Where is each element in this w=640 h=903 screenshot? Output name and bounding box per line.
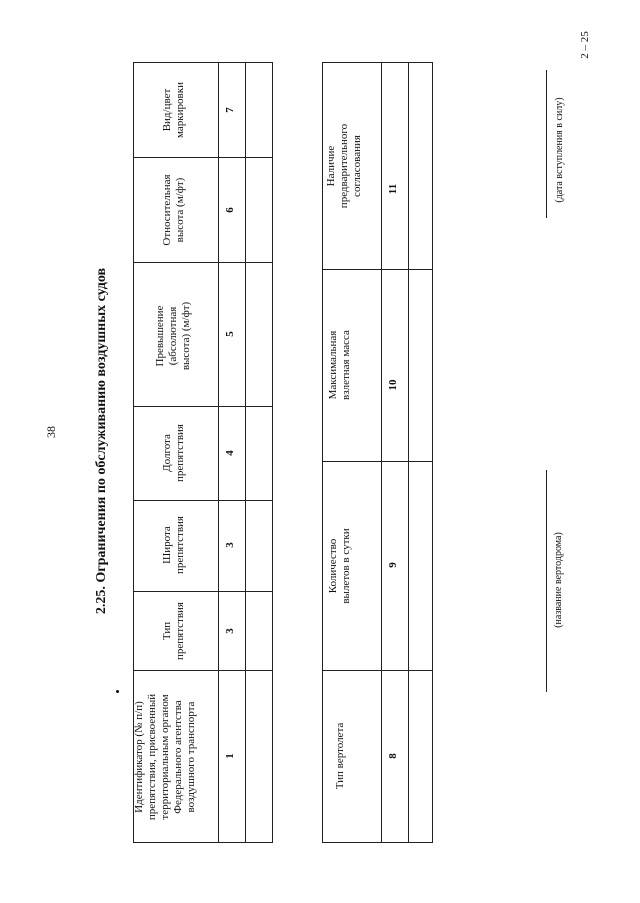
t1-header-marking: Вид/цвет маркировки [161, 82, 186, 138]
t1-num-3: 3 [224, 542, 236, 548]
t1-header-latitude: Широта препятствия [161, 516, 186, 574]
t1-header-identifier: Идентификатор (№ п/п) препятствия, присвоенный территориальным органом Федерального агентства воздушного транспорта [133, 693, 197, 821]
t1-num-6: 6 [224, 207, 236, 213]
t1-header-elevation: Превышение (абсолютная высота) (м/фт) [154, 301, 192, 371]
t2-num-8: 8 [387, 753, 399, 759]
t1-num-1: 1 [224, 753, 236, 759]
heliport-name-caption: (название вертодрома) [553, 532, 564, 628]
page-number: 38 [44, 426, 58, 438]
page-code: 2 – 25 [579, 31, 591, 59]
t1-num-2: 3 [224, 628, 236, 634]
t1-header-type: Тип препятствия [161, 602, 186, 660]
t2-num-11: 11 [387, 183, 399, 195]
t2-header-helicopter-type: Тип вертолета [334, 722, 346, 790]
t1-num-5: 5 [224, 331, 236, 337]
t2-num-10: 10 [387, 379, 399, 391]
effective-date-line [546, 70, 547, 218]
effective-date-caption: (дата вступления в силу) [554, 97, 565, 203]
heliport-name-line [546, 470, 547, 692]
t2-header-prior-approval: Наличие предварительного согласования [325, 123, 363, 209]
t1-num-4: 4 [224, 450, 236, 456]
t2-header-flights-per-day: Количество вылетов в сутки [327, 528, 352, 604]
section-title: 2.25. Ограничения по обслуживанию воздушных судов [94, 267, 109, 615]
t1-header-relative-height: Относительная высота (м/фт) [161, 174, 186, 246]
dot-mark [116, 690, 119, 693]
t2-num-9: 9 [387, 562, 399, 568]
t1-num-7: 7 [224, 107, 236, 113]
t1-header-longitude: Долгота препятствия [161, 424, 186, 482]
t2-header-max-takeoff-mass: Максимальная взлетная масса [327, 330, 352, 400]
